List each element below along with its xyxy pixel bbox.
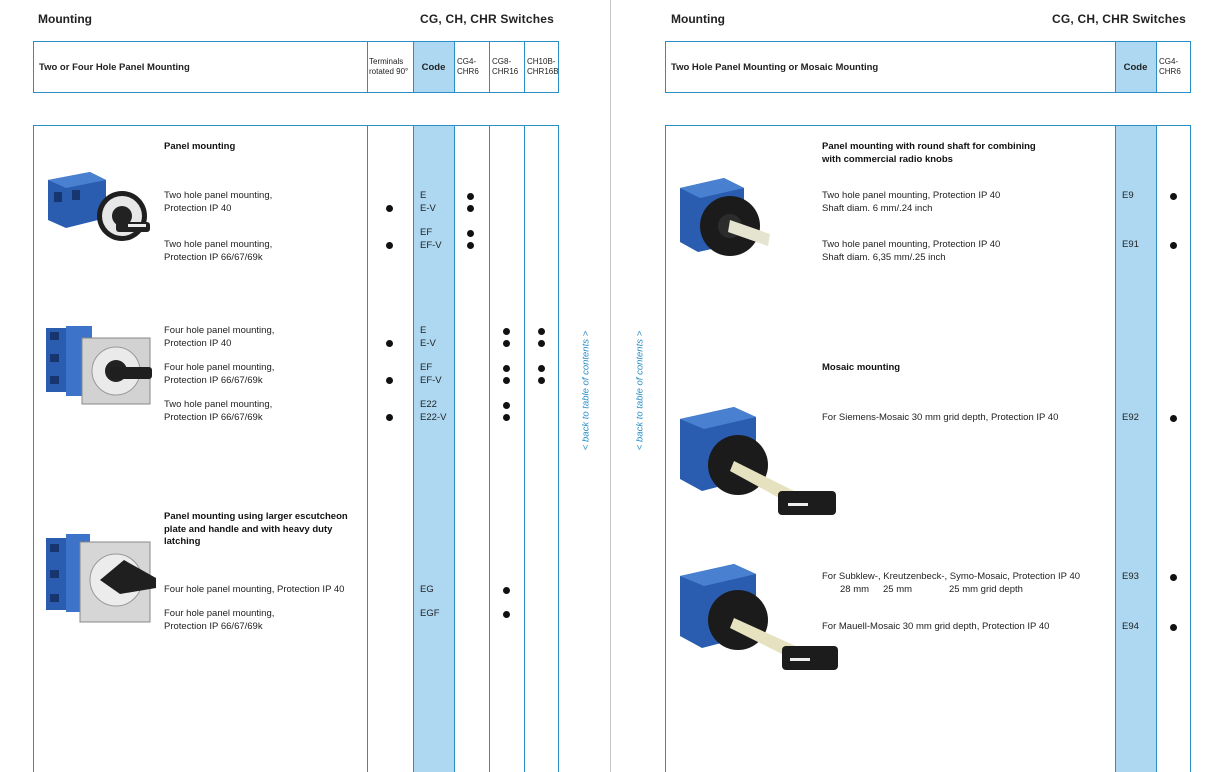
code-header: Code (1123, 62, 1148, 73)
row-code: EG (420, 584, 434, 595)
section-title-panel-mounting: Panel mounting (164, 141, 236, 152)
bullet-cg4 (467, 230, 474, 237)
divider (1156, 125, 1157, 772)
section-title-escutcheon: Panel mounting using larger escutcheon plate and handle and with heavy duty latching (164, 511, 348, 547)
bullet-cg8 (503, 377, 510, 384)
row-description-sub: 25 mm (883, 584, 913, 595)
bullet-terminals (386, 340, 393, 347)
right-page-title: Mounting (671, 12, 725, 26)
row-code: EGF (420, 608, 440, 619)
row-code: E E-V (420, 325, 436, 349)
back-to-toc-link-right[interactable]: < back to table of contents > (634, 330, 646, 451)
right-body-code-bg (1115, 126, 1156, 772)
row-code: E9 (1122, 190, 1134, 201)
row-description: Four hole panel mounting, Protection IP 66/67/69k (164, 362, 275, 386)
row-description: Two hole panel mounting, Protection IP 40 Shaft diam. 6,35 mm/.25 inch (822, 239, 1001, 263)
bullet-cg4 (1170, 193, 1177, 200)
bullet-ch10b (538, 328, 545, 335)
divider (489, 41, 490, 93)
row-code: E93 (1122, 571, 1139, 582)
left-body-code-bg (413, 126, 454, 772)
row-description-sub: 25 mm grid depth (949, 584, 1023, 595)
section-title-mosaic: Mosaic mounting (822, 362, 901, 373)
row-description: For Mauell-Mosaic 30 mm grid depth, Protection IP 40 (822, 621, 1050, 632)
bullet-terminals (386, 377, 393, 384)
divider (524, 125, 525, 772)
bullet-terminals (386, 242, 393, 249)
row-description: For Subklew-, Kreutzenbeck-, Symo-Mosaic, Protection IP 40 (822, 571, 1081, 582)
divider (524, 41, 525, 93)
row-description: Two hole panel mounting, Protection IP 66/67/69k (164, 399, 273, 423)
right-header-main-label: Two Hole Panel Mounting or Mosaic Mounting (671, 62, 879, 73)
bullet-cg4 (1170, 574, 1177, 581)
switch-four-hole-image (44, 322, 156, 408)
bullet-terminals (386, 414, 393, 421)
cg4-header: CG4- CHR6 (1159, 57, 1181, 76)
divider (454, 125, 455, 772)
right-series-title: CG, CH, CHR Switches (1052, 12, 1187, 26)
switch-escutcheon-image (44, 530, 158, 624)
cg8-header: CG8- CHR16 (492, 57, 519, 76)
bullet-cg4 (1170, 415, 1177, 422)
divider (1115, 125, 1116, 772)
row-code: EF EF-V (420, 362, 442, 386)
row-description: Two hole panel mounting, Protection IP 40 Shaft diam. 6 mm/.24 inch (822, 190, 1001, 214)
bullet-terminals (386, 205, 393, 212)
bullet-cg4 (1170, 242, 1177, 249)
row-description: Four hole panel mounting, Protection IP 66/67/69k (164, 608, 275, 632)
bullet-cg8 (503, 414, 510, 421)
divider (1156, 41, 1157, 93)
bullet-cg8 (503, 611, 510, 618)
left-series-title: CG, CH, CHR Switches (420, 12, 555, 26)
divider (367, 41, 368, 93)
bullet-cg4 (467, 242, 474, 249)
row-description: Two hole panel mounting, Protection IP 66/67/69k (164, 239, 273, 263)
row-description: Four hole panel mounting, Protection IP 40 (164, 325, 275, 349)
bullet-cg4 (467, 205, 474, 212)
row-code: EF EF-V (420, 227, 442, 251)
bullet-cg8 (503, 365, 510, 372)
terminals-header: Terminals rotated 90° (369, 57, 409, 76)
divider (489, 125, 490, 772)
bullet-cg4 (1170, 624, 1177, 631)
row-description-sub: 28 mm (840, 584, 870, 595)
cg4-header: CG4- CHR6 (457, 57, 479, 76)
left-header-main-label: Two or Four Hole Panel Mounting (39, 62, 190, 73)
divider (367, 125, 368, 772)
bullet-cg8 (503, 402, 510, 409)
back-to-toc-link-left[interactable]: < back to table of contents > (580, 330, 592, 451)
row-description: Four hole panel mounting, Protection IP 40 (164, 584, 345, 595)
row-code: E94 (1122, 621, 1139, 632)
row-code: E91 (1122, 239, 1139, 250)
bullet-cg8 (503, 340, 510, 347)
switch-mauell-mosaic-image (678, 562, 842, 676)
switch-siemens-mosaic-image (678, 405, 840, 523)
ch10b-header: CH10B- CHR16B (527, 57, 559, 76)
row-code: E92 (1122, 412, 1139, 423)
switch-round-shaft-image (678, 176, 778, 266)
divider (454, 41, 455, 93)
bullet-ch10b (538, 340, 545, 347)
bullet-cg8 (503, 328, 510, 335)
row-description: For Siemens-Mosaic 30 mm grid depth, Protection IP 40 (822, 412, 1059, 423)
bullet-ch10b (538, 365, 545, 372)
left-page-title: Mounting (38, 12, 92, 26)
bullet-ch10b (538, 377, 545, 384)
bullet-cg4 (467, 193, 474, 200)
row-code: E22 E22-V (420, 399, 447, 423)
switch-two-hole-image (44, 170, 154, 242)
row-code: E E-V (420, 190, 436, 214)
divider (413, 125, 414, 772)
section-title-round-shaft: Panel mounting with round shaft for combining with commercial radio knobs (822, 141, 1036, 165)
code-header: Code (421, 62, 446, 73)
row-description: Two hole panel mounting, Protection IP 40 (164, 190, 273, 214)
bullet-cg8 (503, 587, 510, 594)
